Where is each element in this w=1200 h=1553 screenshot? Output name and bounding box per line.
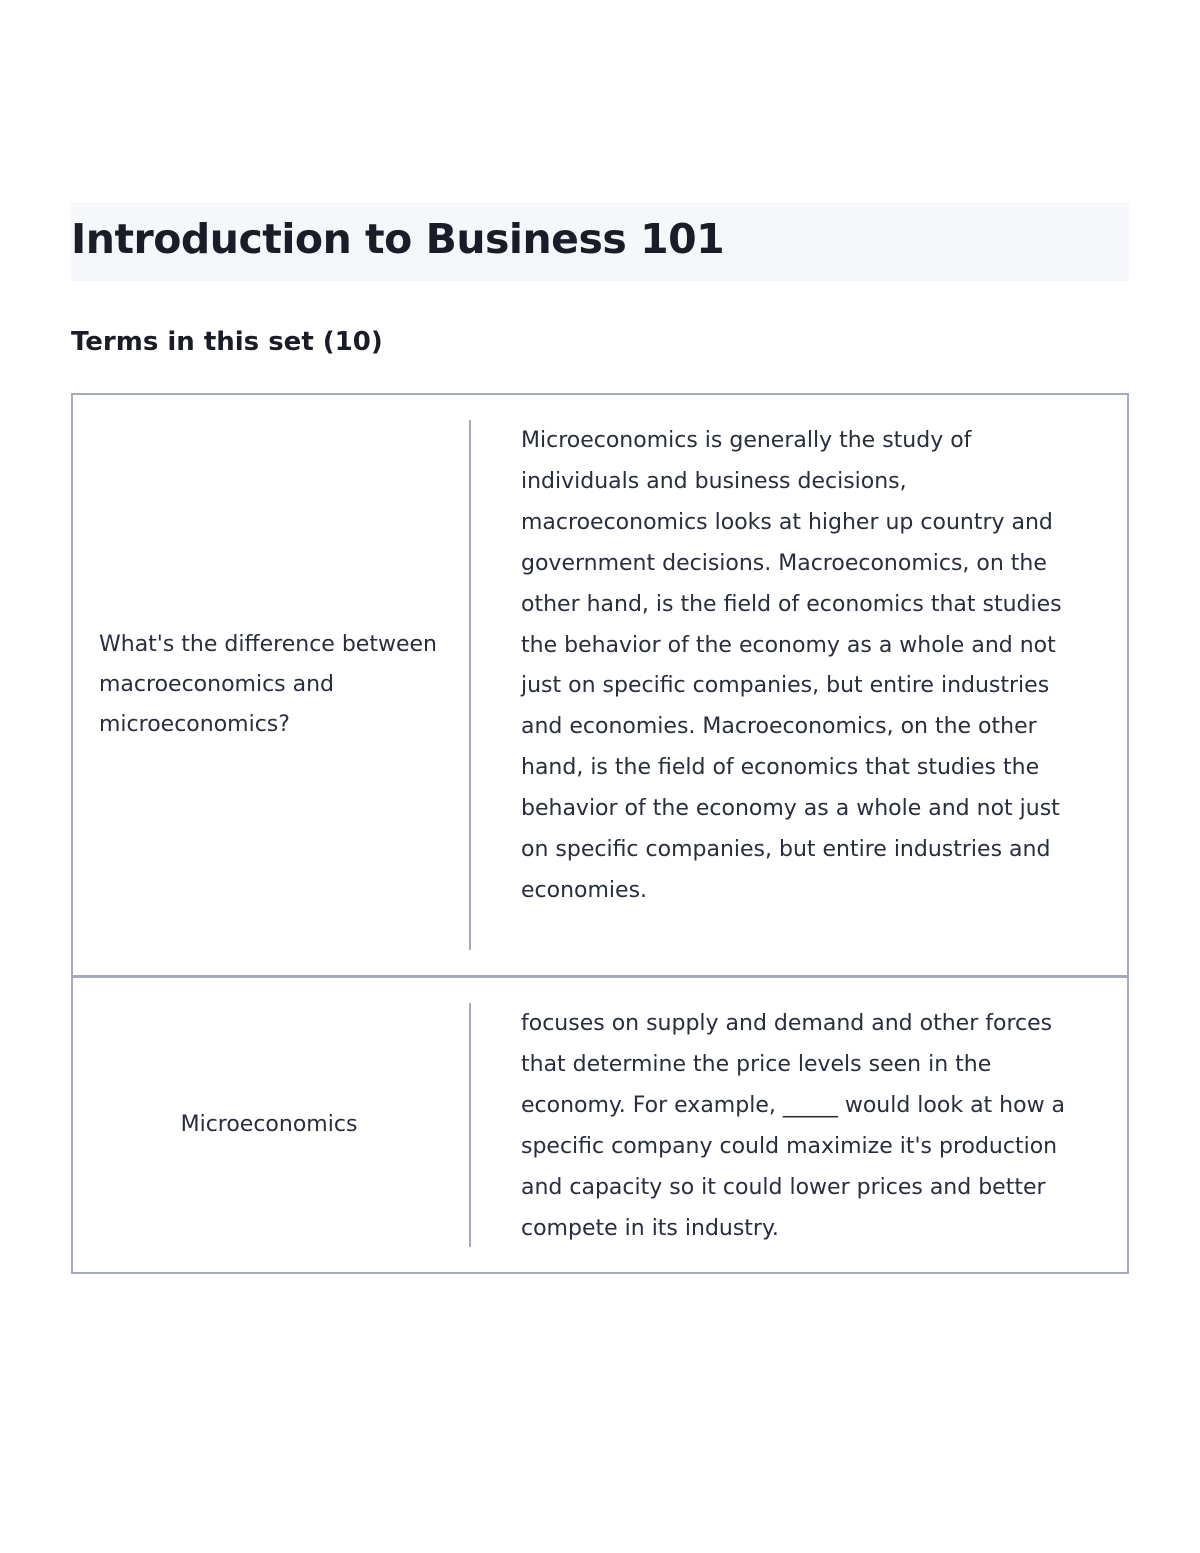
definition-text: focuses on supply and demand and other forces that determine the price levels seen in the economy. For example, _____ would look at how a specific company could maximize it's production and capacity so it could lower prices and better compete in its industry. — [521, 1011, 1066, 1241]
term-row — [73, 395, 1127, 975]
column-divider — [469, 420, 471, 950]
page-title: Introduction to Business 101 — [71, 215, 725, 263]
column-divider — [469, 1003, 471, 1247]
term-text: What's the difference between macroeconomics and microeconomics? — [99, 632, 437, 737]
term-text: Microeconomics — [180, 1112, 358, 1137]
definition-text: Microeconomics is generally the study of individuals and business decisions, macroeconomics looks at higher up country and government decisions. Macroeconomics, on the other hand, is the field of economics that studies the behavior of the economy as a whole and not just on specific companies, but entire industries and economies. Macroeconomics, on the other hand, is the field of economics that studies the behavior of the economy as a whole and not just on specific companies, but entire industries and economies. — [521, 428, 1062, 903]
term-row — [73, 975, 1127, 1272]
terms-table — [71, 393, 1129, 1274]
terms-count-heading: Terms in this set (10) — [71, 327, 383, 357]
